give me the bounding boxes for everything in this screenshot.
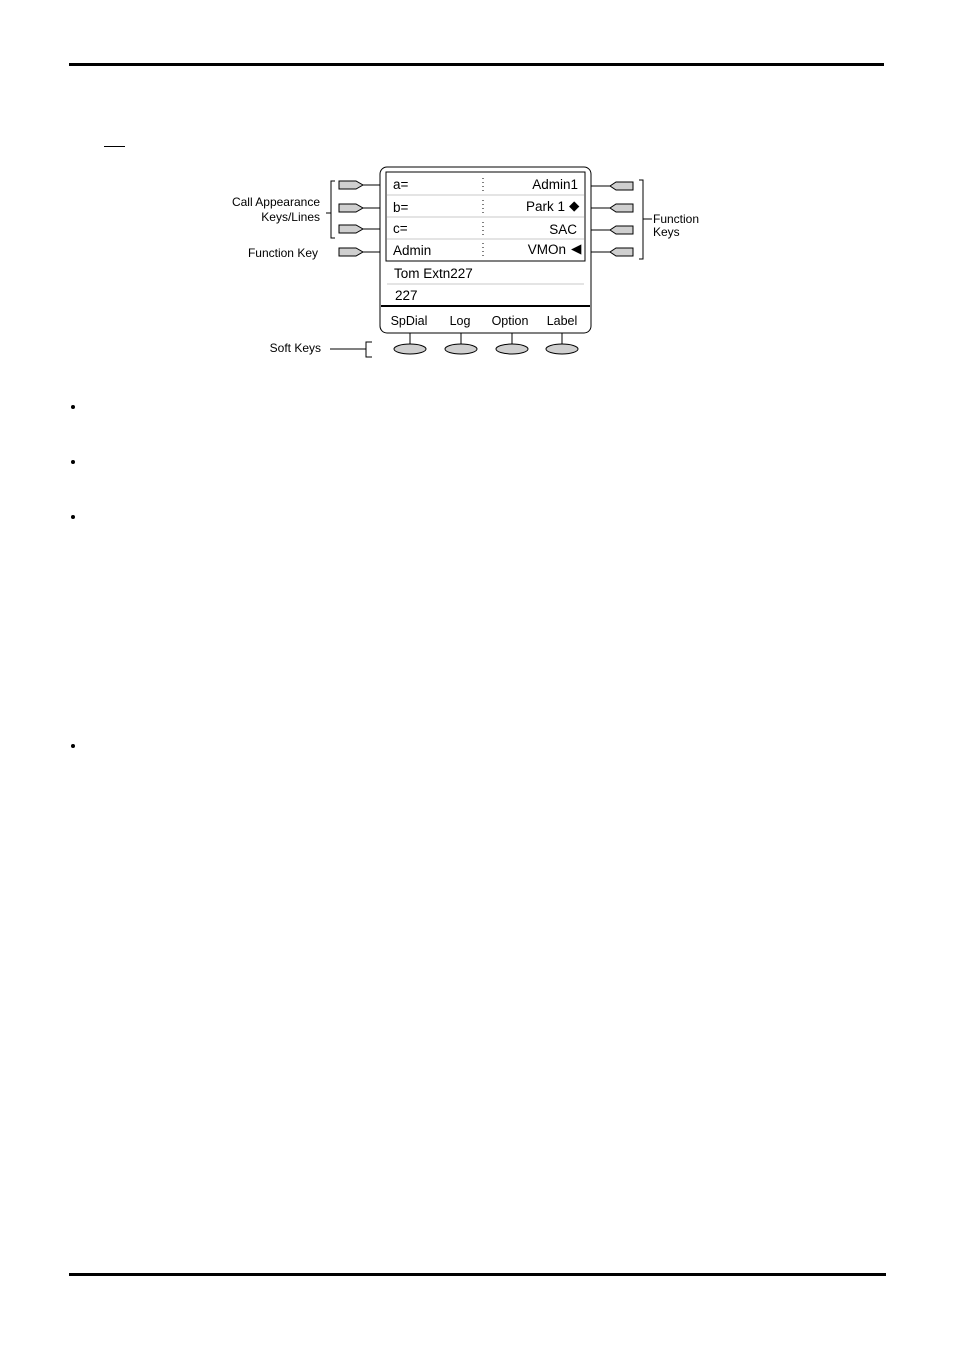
right-function-key-4[interactable]	[591, 248, 633, 256]
footer-rule	[69, 1273, 886, 1276]
softkey-label-spdial: SpDial	[390, 314, 428, 328]
bullet-1	[71, 405, 75, 409]
left-line-key-2[interactable]	[339, 204, 381, 212]
bullet-3	[71, 515, 75, 519]
function-keys-label-line1: Function	[653, 212, 700, 226]
softkey-label-label: Label	[546, 314, 578, 328]
row-1-right: Admin1	[532, 177, 578, 192]
row-4-left: Admin	[393, 243, 432, 258]
right-function-key-2[interactable]	[591, 204, 633, 212]
info-line-number: 227	[395, 288, 418, 303]
softkey-2[interactable]	[445, 333, 477, 354]
row-3-left: c=	[393, 221, 408, 236]
park-indicator-icon: ◆	[569, 198, 580, 213]
row-4-right: VMOn	[527, 242, 566, 257]
call-appearance-bracket	[326, 181, 335, 238]
function-keys-bracket	[639, 180, 652, 259]
call-appearance-label-line1: Call Appearance	[231, 195, 320, 209]
vmon-indicator-icon: ◀	[571, 241, 582, 256]
soft-keys-label: Soft Keys	[269, 341, 321, 355]
softkey-3[interactable]	[496, 333, 528, 354]
bullet-4	[71, 744, 75, 748]
call-appearance-label-line2: Keys/Lines	[261, 210, 320, 224]
soft-keys-bracket	[330, 342, 372, 357]
function-key-label: Function Key	[247, 246, 318, 260]
softkey-label-option: Option	[491, 314, 529, 328]
left-line-key-3[interactable]	[339, 225, 381, 233]
left-function-key[interactable]	[339, 248, 381, 256]
softkey-1[interactable]	[394, 333, 426, 354]
row-2-right: Park 1	[525, 199, 565, 214]
function-keys-label-line2: Keys	[653, 225, 680, 239]
row-1-left: a=	[393, 177, 409, 192]
left-line-key-1[interactable]	[339, 181, 381, 189]
right-function-key-1[interactable]	[591, 182, 633, 190]
right-function-key-3[interactable]	[591, 226, 633, 234]
row-3-right: SAC	[549, 222, 577, 237]
bullet-2	[71, 460, 75, 464]
softkey-label-log: Log	[449, 314, 471, 328]
info-line-name: Tom Extn227	[394, 266, 473, 281]
softkey-4[interactable]	[546, 333, 578, 354]
row-2-left: b=	[393, 200, 409, 215]
